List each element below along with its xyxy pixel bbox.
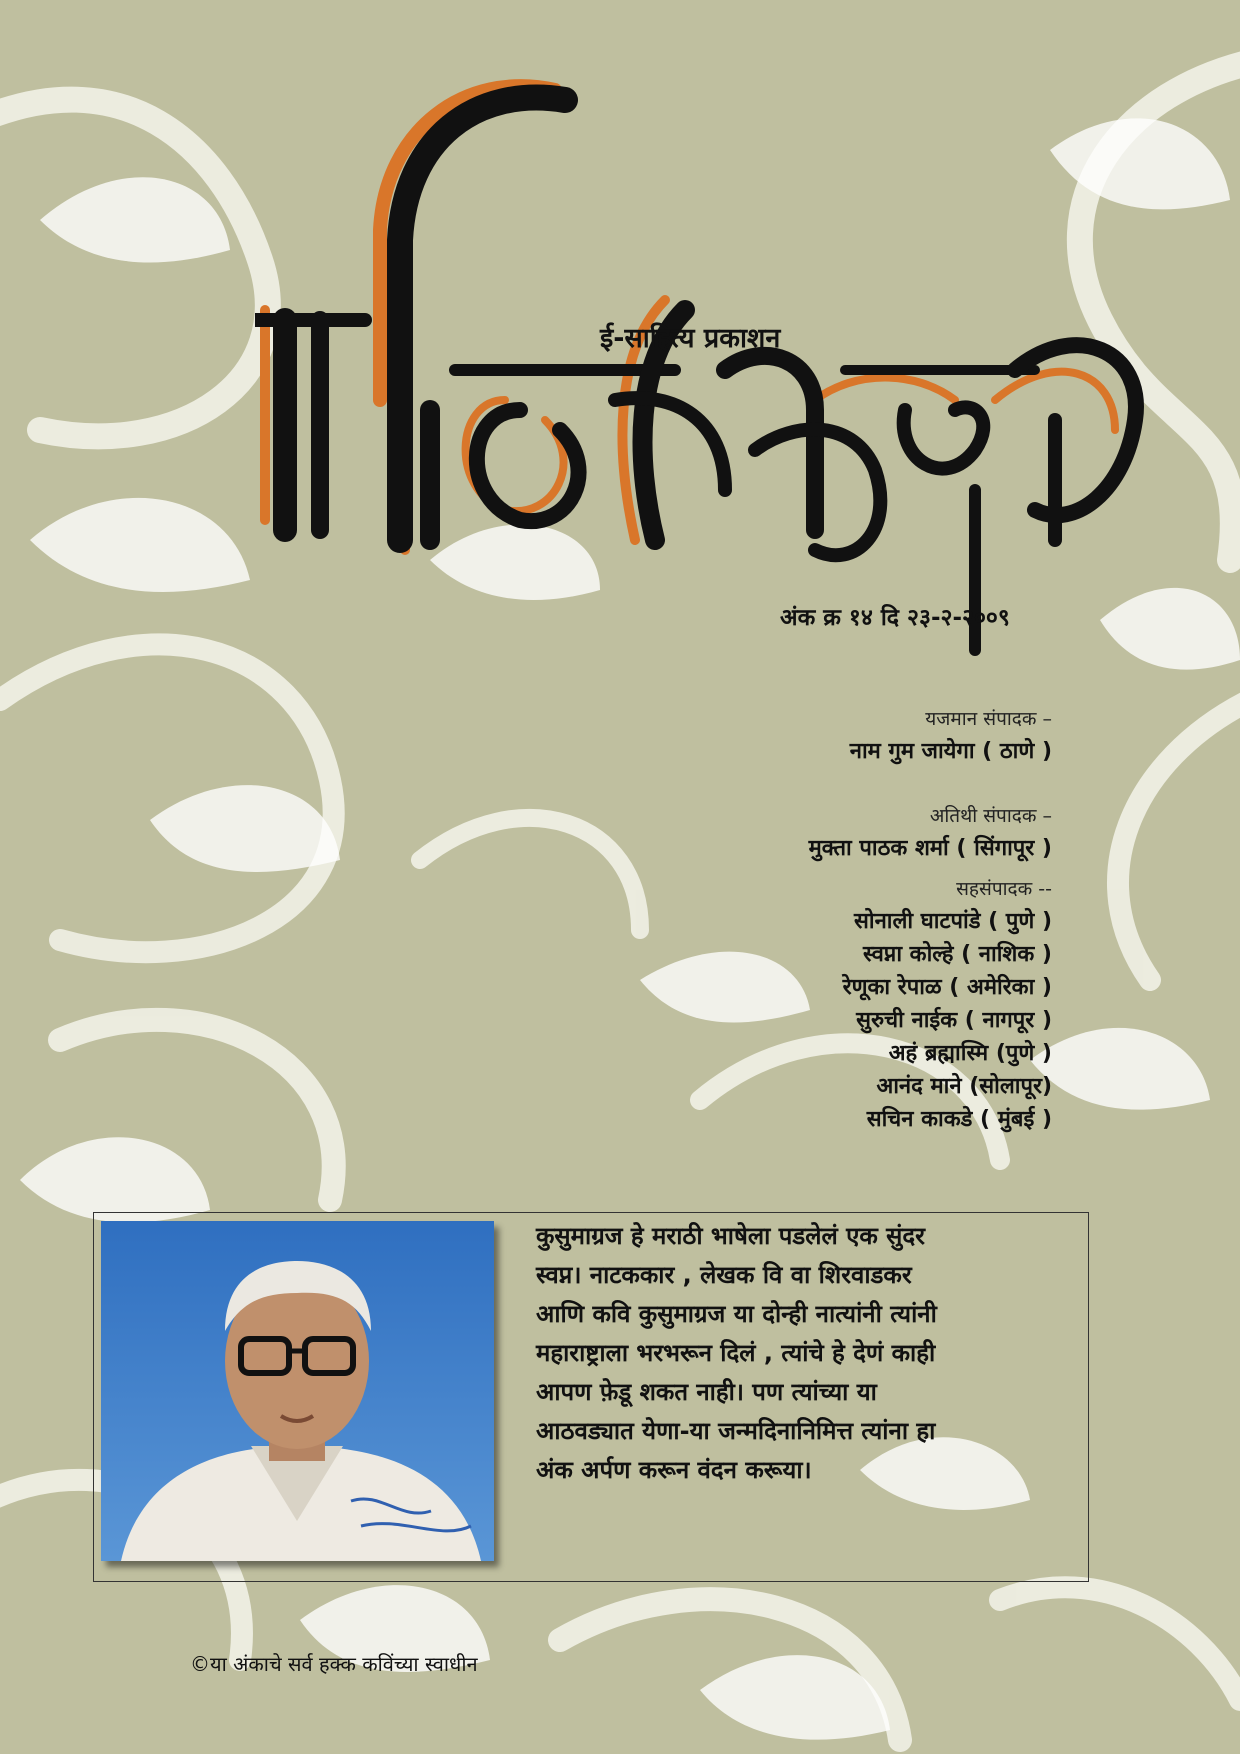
co-editor-name: रेणूका रेपाळ ( अमेरिका ) [842,975,1052,1000]
guest-editor-label: अतिथी संपादक – [929,805,1052,827]
tribute-line: आणि कवि कुसुमाग्रज या दोन्ही नात्यांनी त्यांनी [536,1300,937,1328]
guest-editor-name: मुक्ता पाठक शर्मा ( सिंगापूर ) [808,836,1052,861]
publisher-subtitle: ई-साहित्य प्रकाशन [600,323,781,354]
tribute-line: कुसुमाग्रज हे मराठी भाषेला पडलेलं एक सुंदर [536,1222,925,1250]
co-editor-name: सचिन काकडे ( मुंबई ) [866,1107,1052,1132]
co-editor-name: सोनाली घाटपांडे ( पुणे ) [854,909,1052,934]
copyright-notice: ©या अंकाचे सर्व हक्क कविंच्या स्वाधीन [190,1652,478,1676]
co-editor-name: स्वप्ना कोल्हे ( नाशिक ) [863,942,1052,967]
host-editor-label: यजमान संपादक – [925,708,1052,730]
tribute-line: अंक अर्पण करून वंदन करूया। [536,1456,812,1484]
tribute-line: आठवड्यात येणा-या जन्मदिनानिमित्त त्यांना हा [536,1417,936,1445]
tribute-line: स्वप्न। नाटककार , लेखक वि वा शिरवाडकर [536,1261,912,1289]
issue-number-date: अंक क्र १४ दि २३-२-२००९ [780,605,1010,631]
co-editor-name: अहं ब्रह्मास्मि (पुणे ) [888,1041,1052,1066]
host-editor-name: नाम गुम जायेगा ( ठाणे ) [849,739,1052,764]
tribute-text [536,1217,1066,1490]
tribute-box [93,1212,1089,1582]
tribute-line: आपण फ़ेडू शकत नाही। पण त्यांच्या या [536,1378,877,1406]
co-editor-name: आनंद माने (सोलापूर) [876,1074,1052,1099]
co-editors-label: सहसंपादक -- [956,878,1052,900]
editors-panel [532,705,1052,1136]
portrait-photo [101,1221,494,1561]
co-editor-name: सुरुची नाईक ( नागपूर ) [856,1008,1052,1033]
tribute-line: महाराष्ट्राला भरभरून दिलं , त्यांचे हे देणं काही [536,1339,936,1367]
masthead-logo [255,70,1155,660]
